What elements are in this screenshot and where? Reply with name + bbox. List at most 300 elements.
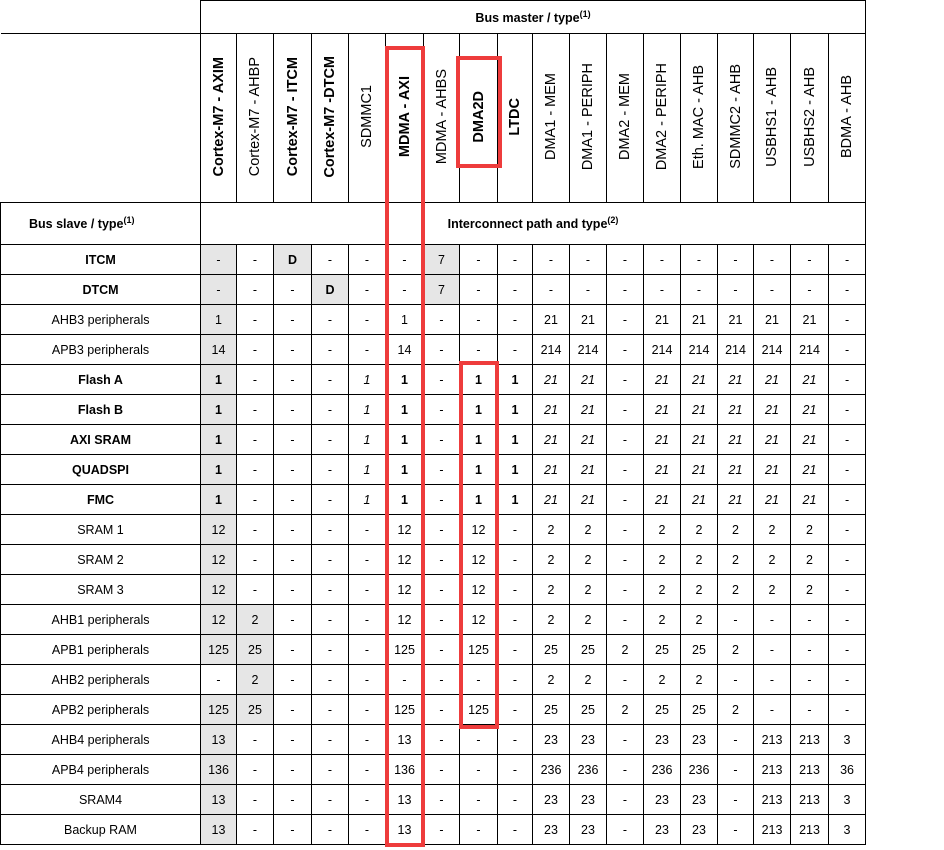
path-cell: -: [829, 605, 866, 635]
path-cell: 2: [644, 575, 681, 605]
path-cell: 2: [570, 575, 607, 605]
master-column-header: MDMA - AHBS: [424, 34, 460, 203]
table-row: [1, 425, 866, 455]
path-cell: -: [460, 335, 498, 365]
table-row: [1, 575, 866, 605]
path-cell: 21: [718, 305, 754, 335]
path-cell: 12: [201, 545, 237, 575]
path-cell: 3: [829, 815, 866, 845]
path-cell: -: [312, 725, 349, 755]
path-cell: 125: [460, 695, 498, 725]
path-cell: 13: [201, 725, 237, 755]
path-cell: -: [498, 665, 533, 695]
path-cell: 21: [644, 485, 681, 515]
path-cell: 25: [533, 695, 570, 725]
path-cell: 21: [570, 305, 607, 335]
path-cell: 25: [533, 635, 570, 665]
path-cell: -: [829, 305, 866, 335]
path-cell: -: [498, 695, 533, 725]
path-cell: -: [274, 425, 312, 455]
path-cell: 25: [570, 695, 607, 725]
bus-slave-label: APB2 peripherals: [1, 695, 201, 725]
path-cell: -: [791, 695, 829, 725]
path-cell: -: [829, 665, 866, 695]
path-cell: -: [312, 815, 349, 845]
path-cell: -: [829, 245, 866, 275]
table-row: [1, 515, 866, 545]
path-cell: -: [533, 245, 570, 275]
path-cell: 1: [349, 485, 386, 515]
path-cell: -: [349, 635, 386, 665]
path-cell: 21: [533, 305, 570, 335]
path-cell: -: [274, 695, 312, 725]
path-cell: 2: [754, 545, 791, 575]
path-cell: 23: [533, 815, 570, 845]
path-cell: 2: [237, 605, 274, 635]
path-cell: -: [607, 515, 644, 545]
path-cell: -: [607, 365, 644, 395]
path-cell: -: [829, 395, 866, 425]
path-cell: 13: [201, 815, 237, 845]
bus-slave-label: Flash A: [1, 365, 201, 395]
path-cell: 213: [754, 785, 791, 815]
path-cell: -: [607, 245, 644, 275]
path-cell: 21: [718, 455, 754, 485]
path-cell: -: [424, 575, 460, 605]
path-cell: 214: [644, 335, 681, 365]
path-cell: -: [791, 245, 829, 275]
path-cell: -: [237, 395, 274, 425]
path-cell: -: [424, 785, 460, 815]
master-column-header: BDMA - AHB: [829, 34, 866, 203]
path-cell: -: [349, 815, 386, 845]
path-cell: -: [791, 605, 829, 635]
path-cell: 2: [718, 545, 754, 575]
master-column-header: DMA2 - PERIPH: [644, 34, 681, 203]
path-cell: 125: [201, 635, 237, 665]
path-cell: -: [498, 785, 533, 815]
path-cell: -: [274, 545, 312, 575]
path-cell: 3: [829, 725, 866, 755]
master-column-header: Cortex-M7 -DTCM: [312, 34, 349, 203]
table-row: [1, 245, 866, 275]
path-cell: 23: [533, 725, 570, 755]
path-cell: 1: [498, 395, 533, 425]
path-cell: -: [460, 665, 498, 695]
path-cell: 2: [791, 575, 829, 605]
path-cell: -: [274, 485, 312, 515]
path-cell: -: [386, 245, 424, 275]
table-row: [1, 605, 866, 635]
path-cell: 214: [570, 335, 607, 365]
path-cell: -: [424, 305, 460, 335]
bus-slave-label: ITCM: [1, 245, 201, 275]
path-cell: 23: [570, 785, 607, 815]
path-cell: -: [424, 455, 460, 485]
path-cell: 1: [201, 455, 237, 485]
path-cell: -: [754, 665, 791, 695]
path-cell: 21: [791, 425, 829, 455]
path-cell: -: [349, 605, 386, 635]
path-cell: 1: [460, 395, 498, 425]
path-cell: -: [829, 335, 866, 365]
path-cell: 12: [386, 575, 424, 605]
path-cell: -: [607, 485, 644, 515]
table-row: [1, 485, 866, 515]
path-cell: -: [829, 365, 866, 395]
path-cell: -: [791, 635, 829, 665]
path-cell: -: [386, 665, 424, 695]
path-cell: 25: [644, 695, 681, 725]
path-cell: -: [533, 275, 570, 305]
path-cell: 1: [460, 425, 498, 455]
path-cell: -: [312, 785, 349, 815]
path-cell: 21: [791, 305, 829, 335]
path-cell: 25: [237, 635, 274, 665]
path-cell: -: [312, 695, 349, 725]
path-cell: -: [274, 455, 312, 485]
path-cell: 21: [754, 305, 791, 335]
master-column-header: Cortex-M7 - AHBP: [237, 34, 274, 203]
path-cell: 2: [644, 545, 681, 575]
path-cell: 1: [349, 455, 386, 485]
path-cell: -: [644, 275, 681, 305]
path-cell: -: [312, 515, 349, 545]
path-cell: -: [829, 275, 866, 305]
path-cell: 236: [681, 755, 718, 785]
path-cell: 2: [718, 635, 754, 665]
path-cell: -: [424, 365, 460, 395]
path-cell: -: [644, 245, 681, 275]
path-cell: -: [607, 755, 644, 785]
path-cell: 21: [644, 305, 681, 335]
path-cell: -: [754, 605, 791, 635]
path-cell: 23: [644, 815, 681, 845]
table-row: [1, 545, 866, 575]
path-cell: -: [349, 695, 386, 725]
path-cell: 214: [533, 335, 570, 365]
path-cell: 21: [791, 485, 829, 515]
path-cell: 21: [570, 365, 607, 395]
path-cell: 2: [570, 515, 607, 545]
path-cell: -: [274, 515, 312, 545]
path-cell: -: [460, 815, 498, 845]
path-cell: 2: [533, 605, 570, 635]
path-cell: 2: [533, 545, 570, 575]
path-cell: -: [201, 665, 237, 695]
table-row: [1, 755, 866, 785]
path-cell: -: [274, 275, 312, 305]
path-cell: -: [312, 575, 349, 605]
path-cell: -: [498, 245, 533, 275]
path-cell: 21: [533, 485, 570, 515]
path-cell: -: [274, 605, 312, 635]
path-cell: 1: [386, 365, 424, 395]
path-cell: 13: [386, 815, 424, 845]
table-row: [1, 275, 866, 305]
master-column-header: MDMA - AXI: [386, 34, 424, 203]
path-cell: 21: [533, 395, 570, 425]
path-cell: 1: [460, 455, 498, 485]
master-column-header: Eth. MAC - AHB: [681, 34, 718, 203]
path-cell: -: [424, 395, 460, 425]
table-row: [1, 725, 866, 755]
path-cell: 2: [607, 695, 644, 725]
path-cell: 2: [681, 515, 718, 545]
path-cell: 21: [644, 395, 681, 425]
path-cell: 125: [460, 635, 498, 665]
path-cell: -: [607, 455, 644, 485]
path-cell: 2: [718, 515, 754, 545]
master-column-header: USBHS1 - AHB: [754, 34, 791, 203]
path-cell: 2: [681, 545, 718, 575]
path-cell: 21: [754, 455, 791, 485]
path-cell: -: [498, 545, 533, 575]
path-cell: -: [607, 275, 644, 305]
bus-slave-label: SRAM4: [1, 785, 201, 815]
path-cell: 12: [460, 515, 498, 545]
path-cell: 1: [386, 455, 424, 485]
interconnect-path-title: Interconnect path and type$^{(2)}$: [201, 203, 866, 245]
path-cell: -: [312, 635, 349, 665]
path-cell: -: [312, 605, 349, 635]
path-cell: -: [237, 455, 274, 485]
path-cell: -: [460, 725, 498, 755]
path-cell: 23: [644, 725, 681, 755]
bus-slave-label: SRAM 1: [1, 515, 201, 545]
path-cell: 12: [460, 575, 498, 605]
path-cell: -: [349, 725, 386, 755]
path-cell: -: [274, 335, 312, 365]
path-cell: 214: [681, 335, 718, 365]
path-cell: -: [237, 245, 274, 275]
table-row: [1, 305, 866, 335]
bus-slave-label: Flash B: [1, 395, 201, 425]
path-cell: -: [718, 665, 754, 695]
path-cell: 7: [424, 245, 460, 275]
path-cell: -: [829, 575, 866, 605]
path-cell: 21: [718, 485, 754, 515]
path-cell: 21: [754, 365, 791, 395]
path-cell: 13: [386, 725, 424, 755]
path-cell: 21: [644, 455, 681, 485]
path-cell: 12: [201, 515, 237, 545]
blank-corner: [1, 1, 201, 34]
bus-slave-label: APB4 peripherals: [1, 755, 201, 785]
path-cell: -: [829, 455, 866, 485]
path-cell: 2: [718, 695, 754, 725]
path-cell: 23: [570, 725, 607, 755]
path-cell: -: [718, 275, 754, 305]
path-cell: -: [718, 245, 754, 275]
path-cell: -: [349, 665, 386, 695]
path-cell: 14: [201, 335, 237, 365]
path-cell: 21: [681, 365, 718, 395]
table-row: [1, 635, 866, 665]
path-cell: -: [607, 665, 644, 695]
path-cell: 2: [570, 545, 607, 575]
path-cell: -: [570, 245, 607, 275]
path-cell: -: [607, 305, 644, 335]
bus-slave-label: APB1 peripherals: [1, 635, 201, 665]
table-row: [1, 665, 866, 695]
master-column-header: DMA2 - MEM: [607, 34, 644, 203]
bus-slave-label: QUADSPI: [1, 455, 201, 485]
path-cell: 214: [718, 335, 754, 365]
path-cell: 125: [386, 695, 424, 725]
path-cell: 1: [460, 365, 498, 395]
table-row: [1, 365, 866, 395]
path-cell: -: [237, 755, 274, 785]
path-cell: 25: [681, 635, 718, 665]
bus-slave-label: AHB3 peripherals: [1, 305, 201, 335]
path-cell: -: [607, 815, 644, 845]
bus-slave-label: Backup RAM: [1, 815, 201, 845]
path-cell: -: [312, 245, 349, 275]
path-cell: -: [237, 275, 274, 305]
table-row: [1, 335, 866, 365]
path-cell: 23: [644, 785, 681, 815]
path-cell: 21: [681, 305, 718, 335]
path-cell: 213: [791, 725, 829, 755]
table-row: [1, 785, 866, 815]
path-cell: -: [607, 725, 644, 755]
path-cell: -: [312, 455, 349, 485]
path-cell: -: [424, 725, 460, 755]
path-cell: 2: [237, 665, 274, 695]
path-cell: -: [607, 425, 644, 455]
path-cell: -: [349, 785, 386, 815]
bus-slave-label: AXI SRAM: [1, 425, 201, 455]
bus-slave-label: DTCM: [1, 275, 201, 305]
path-cell: -: [274, 755, 312, 785]
bus-slave-label: SRAM 3: [1, 575, 201, 605]
path-cell: 213: [791, 815, 829, 845]
path-cell: 2: [681, 605, 718, 635]
path-cell: -: [829, 545, 866, 575]
path-cell: 2: [644, 605, 681, 635]
bus-slave-label: APB3 peripherals: [1, 335, 201, 365]
path-cell: -: [237, 575, 274, 605]
path-cell: -: [424, 545, 460, 575]
path-cell: -: [237, 725, 274, 755]
path-cell: 23: [570, 815, 607, 845]
path-cell: -: [237, 305, 274, 335]
path-cell: -: [829, 485, 866, 515]
path-cell: -: [349, 335, 386, 365]
path-cell: 21: [644, 365, 681, 395]
path-cell: 21: [570, 455, 607, 485]
path-cell: -: [424, 635, 460, 665]
path-cell: 21: [681, 425, 718, 455]
path-cell: 1: [201, 395, 237, 425]
path-cell: 21: [754, 425, 791, 455]
path-cell: 12: [386, 545, 424, 575]
master-column-header: USBHS2 - AHB: [791, 34, 829, 203]
path-cell: 2: [644, 665, 681, 695]
bus-slave-label: AHB4 peripherals: [1, 725, 201, 755]
path-cell: 21: [754, 485, 791, 515]
path-cell: 213: [754, 725, 791, 755]
path-cell: 1: [498, 365, 533, 395]
path-cell: 25: [681, 695, 718, 725]
path-cell: -: [754, 275, 791, 305]
path-cell: 214: [791, 335, 829, 365]
path-cell: -: [498, 605, 533, 635]
path-cell: 2: [681, 665, 718, 695]
path-cell: -: [424, 425, 460, 455]
path-cell: 21: [718, 395, 754, 425]
path-cell: -: [312, 485, 349, 515]
path-cell: -: [237, 425, 274, 455]
path-cell: 12: [386, 515, 424, 545]
path-cell: 21: [718, 425, 754, 455]
path-cell: -: [274, 635, 312, 665]
path-cell: -: [718, 725, 754, 755]
path-cell: -: [349, 545, 386, 575]
path-cell: -: [498, 515, 533, 545]
path-cell: -: [237, 485, 274, 515]
path-cell: 13: [201, 785, 237, 815]
path-cell: -: [349, 575, 386, 605]
path-cell: -: [274, 395, 312, 425]
bus-slave-label: AHB2 peripherals: [1, 665, 201, 695]
path-cell: -: [237, 365, 274, 395]
path-cell: -: [237, 785, 274, 815]
path-cell: 12: [201, 605, 237, 635]
path-cell: -: [274, 305, 312, 335]
path-cell: 21: [791, 395, 829, 425]
path-cell: 2: [607, 635, 644, 665]
path-cell: -: [274, 785, 312, 815]
path-cell: 1: [386, 395, 424, 425]
path-cell: -: [791, 665, 829, 695]
path-cell: 2: [644, 515, 681, 545]
path-cell: 23: [681, 815, 718, 845]
path-cell: 25: [570, 635, 607, 665]
path-cell: -: [754, 635, 791, 665]
path-cell: 21: [570, 485, 607, 515]
master-column-header: DMA2D: [460, 34, 498, 203]
path-cell: -: [607, 575, 644, 605]
path-cell: -: [274, 815, 312, 845]
path-cell: -: [424, 695, 460, 725]
path-cell: 1: [386, 485, 424, 515]
master-column-header: Cortex-M7 - ITCM: [274, 34, 312, 203]
path-cell: -: [754, 695, 791, 725]
path-cell: 12: [386, 605, 424, 635]
path-cell: 1: [498, 485, 533, 515]
path-cell: -: [237, 335, 274, 365]
bus-slave-label: FMC: [1, 485, 201, 515]
path-cell: 1: [201, 485, 237, 515]
path-cell: 23: [681, 785, 718, 815]
table-row: [1, 455, 866, 485]
path-cell: 1: [201, 365, 237, 395]
path-cell: 2: [791, 545, 829, 575]
path-cell: 236: [644, 755, 681, 785]
path-cell: -: [312, 305, 349, 335]
path-cell: -: [349, 275, 386, 305]
path-cell: -: [607, 395, 644, 425]
path-cell: 12: [460, 605, 498, 635]
table-row: [1, 815, 866, 845]
path-cell: -: [424, 815, 460, 845]
path-cell: -: [312, 365, 349, 395]
path-cell: 236: [533, 755, 570, 785]
path-cell: 2: [533, 665, 570, 695]
path-cell: 7: [424, 275, 460, 305]
